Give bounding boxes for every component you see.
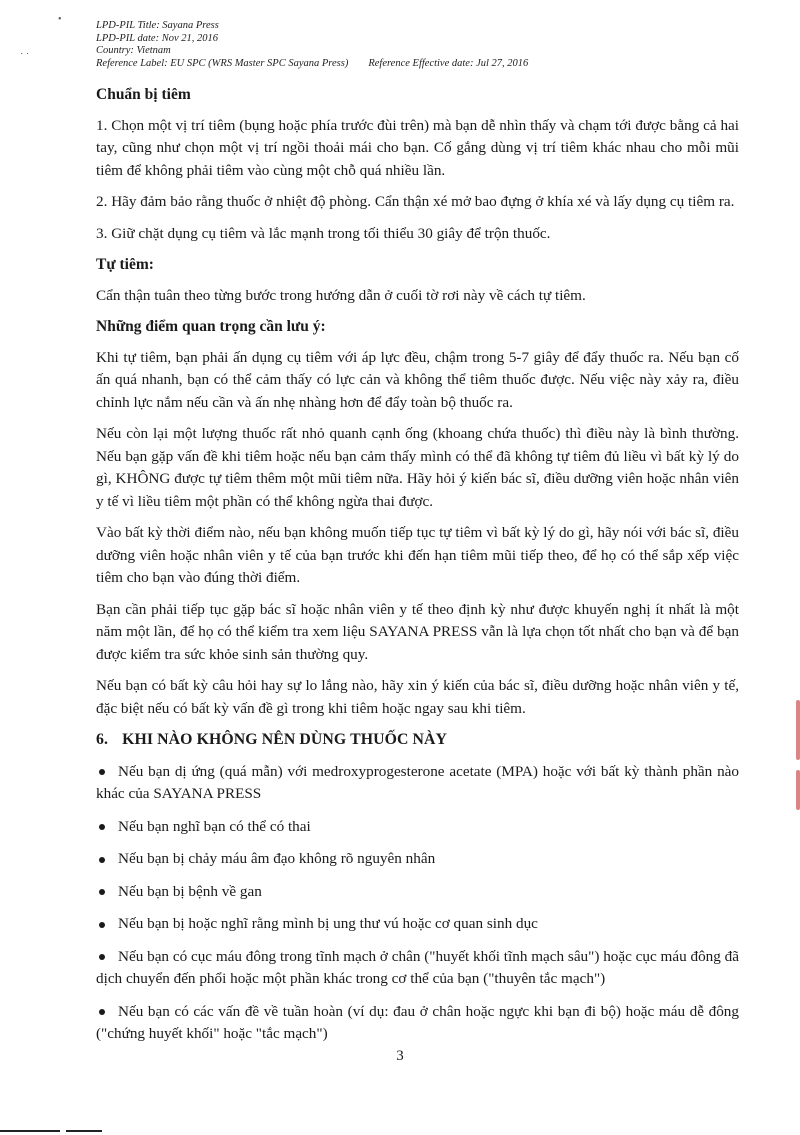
- contraindication-item: [96, 816, 739, 839]
- self-injection-text: Cẩn thận tuân theo từng bước trong hướng dẫn ở cuối tờ rơi này về cách tự tiêm.: [96, 286, 586, 304]
- page-bottom-rule: [0, 1130, 60, 1132]
- page-number: 3: [396, 1048, 404, 1064]
- scan-mark: •: [58, 14, 62, 25]
- note-paragraph: Khi tự tiêm, bạn phải ấn dụng cụ tiêm với áp lực đều, chậm trong 5-7 giây để đẩy thuốc ra. Nếu bạn cố ấn quá nhanh, bạn có thể cảm thấy có lực cản và không thể tiêm thuốc được. Nếu việc này xảy ra, điều chỉnh lực nắm nếu cần và ấn nhẹ nhàng hơn để đẩy toàn bộ thuốc ra.: [96, 348, 739, 411]
- header-title: LPD-PIL Title: Sayana Press: [96, 20, 219, 31]
- note-paragraph: Vào bất kỳ thời điểm nào, nếu bạn không muốn tiếp tục tự tiêm vì bất kỳ lý do gì, hãy nói với bác sĩ, điều dưỡng viên hoặc nhân viên y tế của bạn trước khi đến hạn tiêm mũi tiếp theo, để họ có thể sắp xếp việc tiêm cho bạn vào đúng thời điểm.: [96, 524, 739, 586]
- contraindication-item: [96, 881, 739, 904]
- contraindication-text: Nếu bạn nghĩ bạn có thể có thai: [118, 817, 311, 835]
- bullet-icon: [99, 824, 105, 830]
- header-date: LPD-PIL date: Nov 21, 2016: [96, 32, 219, 44]
- section-6-heading: [96, 729, 739, 752]
- contraindication-item: [96, 913, 739, 936]
- prep-step: 2. Hãy đảm bảo rằng thuốc ở nhiệt độ phòng. Cẩn thận xé mở bao đựng ở khía xé và lấy dụng cụ tiêm ra.: [96, 193, 735, 210]
- bullet-icon: [99, 922, 105, 928]
- bullet-icon: [99, 889, 105, 895]
- section-6-title: KHI NÀO KHÔNG NÊN DÙNG THUỐC NÀY: [122, 731, 448, 748]
- contraindication-item: [96, 946, 739, 991]
- contraindication-text: Nếu bạn bị chảy máu âm đạo không rõ nguyên nhân: [118, 850, 436, 867]
- scan-mark: ˙ ˙: [20, 52, 30, 63]
- important-notes-heading: Những điểm quan trọng cần lưu ý:: [96, 318, 326, 335]
- bullet-icon: [99, 769, 105, 775]
- prep-step: 1. Chọn một vị trí tiêm (bụng hoặc phía trước đùi trên) mà bạn dễ nhìn thấy và chạm tới được bằng cả hai tay, cũng như chọn một vị trí ngồi thoải mái cho bạn. Cố gắng dùng vị trí tiêm khác nhau cho mỗi mũi tiêm để không phải tiêm vào cùng một chỗ quá nhiều lần.: [96, 116, 739, 179]
- document-header: [96, 20, 528, 70]
- section-6-number: 6.: [96, 731, 109, 748]
- header-reference-row: [96, 58, 528, 71]
- note-paragraph: Bạn cần phải tiếp tục gặp bác sĩ hoặc nhân viên y tế theo định kỳ như được khuyến nghị ít nhất là một năm một lần, để họ có thể kiểm tra xem liệu SAYANA PRESS vẫn là lựa chọn tốt nhất cho bạn và để bạn được kiểm tra sức khỏe sinh sản thường quy.: [96, 600, 739, 663]
- document-body: [96, 84, 739, 1056]
- bullet-icon: [99, 1009, 105, 1015]
- self-injection-heading: Tự tiêm:: [96, 256, 154, 273]
- page-bottom-rule: [66, 1130, 102, 1132]
- edge-stain: [796, 700, 800, 760]
- bullet-icon: [99, 857, 105, 863]
- note-paragraph: Nếu còn lại một lượng thuốc rất nhỏ quanh cạnh ống (khoang chứa thuốc) thì điều này là bình thường. Nếu bạn gặp vấn đề khi tiêm hoặc nếu bạn cảm thấy mình có thể đã không tự tiêm đủ liều vì bất kỳ lý do gì, KHÔNG được tự tiêm thêm một mũi tiêm nữa. Hãy hỏi ý kiến bác sĩ, điều dưỡng viên hoặc nhân viên y tế vì liều tiêm một phần có thể không ngừa thai được.: [96, 425, 739, 510]
- contraindication-item: [96, 761, 739, 806]
- note-paragraph: Nếu bạn có bất kỳ câu hỏi hay sự lo lắng nào, hãy xin ý kiến của bác sĩ, điều dưỡng hoặc nhân viên y tế, đặc biệt nếu có bất kỳ vấn đề gì trong khi tiêm hoặc ngay sau khi tiêm.: [96, 677, 739, 717]
- contraindication-text: Nếu bạn bị bệnh về gan: [118, 882, 262, 900]
- header-reference-label: Reference Label: EU SPC (WRS Master SPC Sayana Press): [96, 57, 349, 69]
- bullet-icon: [99, 954, 105, 960]
- contraindication-item: [96, 848, 739, 871]
- header-reference-date: Reference Effective date: Jul 27, 2016: [368, 57, 529, 69]
- contraindication-text: Nếu bạn có các vấn đề về tuần hoàn (ví dụ: đau ở chân hoặc ngực khi bạn đi bộ) hoặc máu dễ đông ("chứng huyết khối" hoặc "tắc mạch"): [96, 1002, 739, 1042]
- header-country: Country: Vietnam: [96, 45, 171, 56]
- prep-heading: Chuẩn bị tiêm: [96, 86, 191, 103]
- contraindication-text: Nếu bạn có cục máu đông trong tĩnh mạch ở chân ("huyết khối tĩnh mạch sâu") hoặc cục máu đông đã dịch chuyển đến phổi hoặc một phần khác trong cơ thể của bạn ("thuyên tắc mạch"): [96, 947, 739, 987]
- contraindication-item: [96, 1001, 739, 1046]
- edge-stain: [796, 770, 800, 810]
- contraindication-text: Nếu bạn bị hoặc nghĩ rằng mình bị ung thư vú hoặc cơ quan sinh dục: [118, 915, 538, 932]
- prep-step: 3. Giữ chặt dụng cụ tiêm và lắc mạnh trong tối thiểu 30 giây để trộn thuốc.: [96, 224, 551, 242]
- contraindication-text: Nếu bạn dị ứng (quá mẫn) với medroxyprogesterone acetate (MPA) hoặc với bất kỳ thành phần nào khác của SAYANA PRESS: [96, 762, 739, 802]
